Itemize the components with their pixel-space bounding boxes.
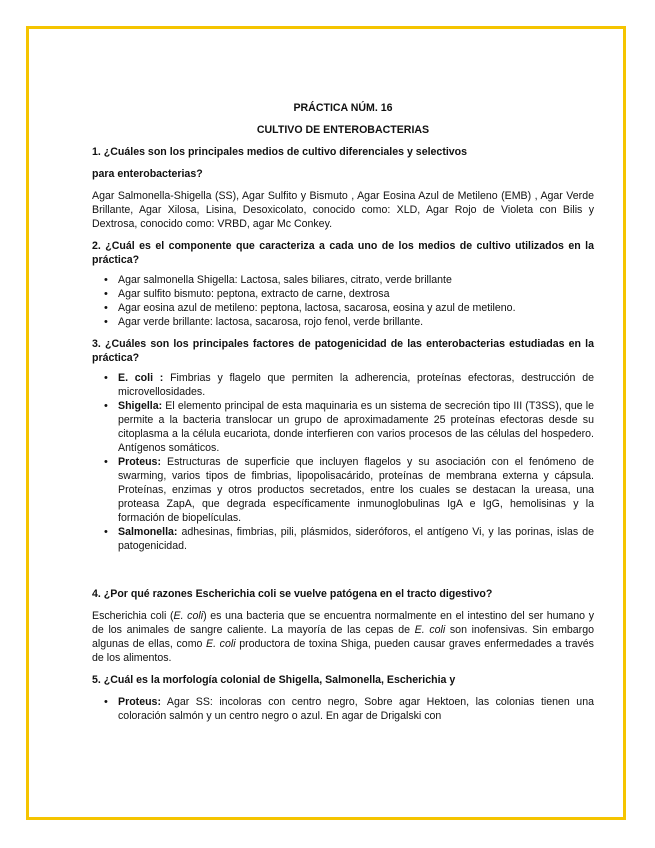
term-text: Estructuras de superficie que incluyen flagelos y su asociación con el fenómeno de swarming, varios tipos de fimbrias, lipopolisacárido, proteínas de membrana externa y cápsula. Proteínas, enzimas y otros productos secretados, entre los cuales se destacan la ureasa, una proteasa ZapA, que degrada específicamente inmunoglobulinas IgA e IgG, hemolisinas y la formación de biopelículas.: [118, 456, 594, 524]
list-item: [92, 525, 594, 553]
list-item: [92, 695, 594, 723]
answer-1: Agar Salmonella-Shigella (SS), Agar Sulfito y Bismuto , Agar Eosina Azul de Metileno (EMB) , Agar Verde Brillante, Agar Xilosa, Lisina, Desoxicolato, conocido como: XLD, Agar Rojo de Violeta con Bilis y Dextrosa, conocido como: VRBD, agar Mc Conkey.: [92, 190, 594, 230]
term: Proteus:: [118, 456, 161, 468]
term: E. coli :: [118, 372, 164, 384]
page-border: [26, 26, 626, 820]
answer-3-list: [92, 371, 594, 553]
term-text: adhesinas, fimbrias, pili, plásmidos, sideróforos, el antígeno Vi, y las porinas, islas de patogenicidad.: [118, 526, 594, 552]
question-1-line-1: 1. ¿Cuáles son los principales medios de cultivo diferenciales y selectivos: [92, 146, 468, 158]
question-2: 2. ¿Cuál es el componente que caracteriza a cada uno de los medios de cultivo utilizados en la práctica?: [92, 240, 594, 266]
answer-4-part: ) es una bacteria que se encuentra normalmente en el intestino del ser humano y de los animales de sangre caliente. La mayoría de las cepas de: [92, 610, 594, 636]
question-3: 3. ¿Cuáles son los principales factores de patogenicidad de las enterobacterias estudiadas en la práctica?: [92, 338, 594, 364]
question-5: 5. ¿Cuál es la morfología colonial de Shigella, Salmonella, Escherichia y: [92, 674, 456, 686]
term-text: El elemento principal de esta maquinaria es un sistema de secreción tipo III (T3SS), que le permite a la bacteria translocar un grupo de aproximadamente 25 proteínas efectoras desde su citoplasma a la célula eucariota, donde interfieren con varios procesos de las células del hospedero. Antígenos somáticos.: [118, 400, 594, 454]
list-item: • Agar sulfito bismuto: peptona, extracto de carne, dextrosa: [92, 287, 594, 301]
term: Proteus:: [118, 696, 161, 708]
list-item: • Agar eosina azul de metileno: peptona, lactosa, sacarosa, eosina y azul de metileno.: [92, 301, 594, 315]
list-item: • Agar verde brillante: lactosa, sacarosa, rojo fenol, verde brillante.: [92, 315, 594, 329]
practice-number: PRÁCTICA NÚM. 16: [293, 102, 393, 114]
answer-4: [92, 609, 594, 665]
term: Shigella:: [118, 400, 163, 412]
answer-4-part: E. coli: [206, 638, 236, 650]
answer-5-list: [92, 695, 594, 723]
term-text: Agar SS: incoloras con centro negro, Sobre agar Hektoen, las colonias tienen una coloración salmón y un centro negro o azul. En agar de Drigalski con: [118, 696, 594, 722]
term: Salmonella:: [118, 526, 178, 538]
question-4: 4. ¿Por qué razones Escherichia coli se vuelve patógena en el tracto digestivo?: [92, 588, 493, 600]
answer-4-part: son inofensivas. Sin embargo algunas de ellas, como: [92, 624, 594, 650]
list-item: [92, 399, 594, 455]
answer-4-part: E. coli: [414, 624, 446, 636]
list-item: • Agar salmonella Shigella: Lactosa, sales biliares, citrato, verde brillante: [92, 273, 594, 287]
question-1-line-2: para enterobacterias?: [92, 168, 203, 180]
answer-2-list: [92, 273, 594, 329]
term-text: Fimbrias y flagelo que permiten la adherencia, proteínas efectoras, destrucción de microvellosidades.: [118, 372, 594, 398]
answer-4-part: Escherichia coli (E. coli: [92, 610, 204, 622]
document-title: CULTIVO DE ENTEROBACTERIAS: [256, 124, 430, 136]
list-item: [92, 371, 594, 399]
document-body: [92, 101, 594, 723]
answer-4-part: productora de toxina Shiga, pueden causar graves enfermedades a través de los alimentos.: [92, 638, 594, 664]
list-item: [92, 455, 594, 525]
